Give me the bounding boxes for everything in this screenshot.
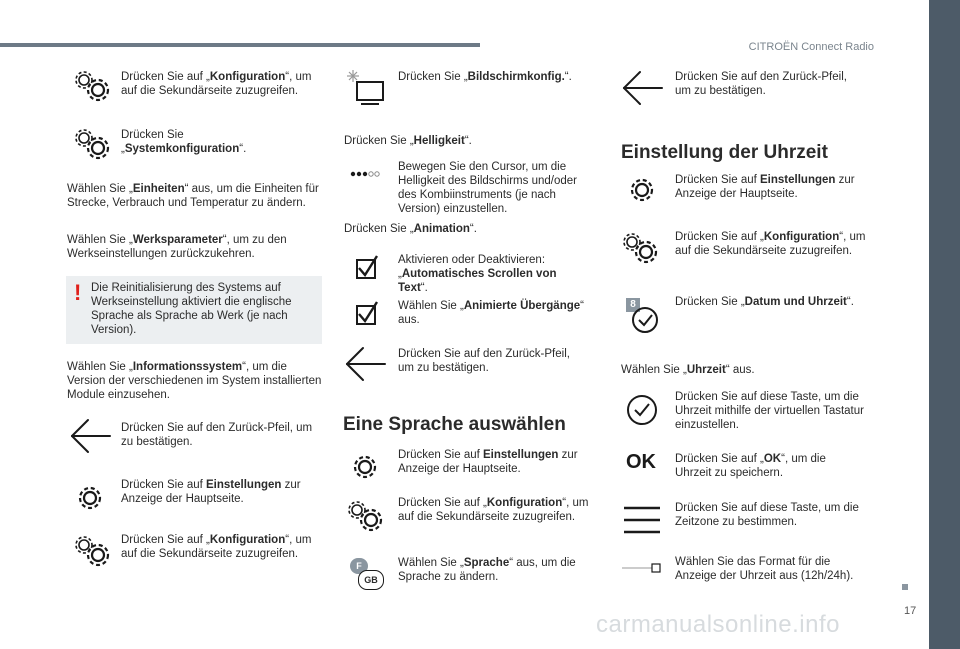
- col2-back-text: Drücken Sie auf den Zurück-Pfeil, um zu bestätigen.: [398, 348, 570, 374]
- col2-transitions-text: Wählen Sie „Animierte Übergänge“ aus.: [398, 300, 584, 326]
- header-brand: CITROËN Connect Radio: [748, 41, 874, 53]
- timezone-menu-icon: [620, 500, 666, 540]
- col2-config-text: Drücken Sie auf „Konfiguration“, um auf die Sekundärseite zuzugreifen.: [398, 497, 589, 523]
- col1-back-text: Drücken Sie auf den Zurück-Pfeil, um zu bestätigen.: [121, 422, 313, 448]
- col2-animation-label: Drücken Sie „Animation“.: [344, 223, 477, 235]
- page-number: 17: [904, 605, 917, 617]
- back-arrow-icon: [68, 418, 114, 458]
- watermark: carmanualsonline.info: [596, 611, 840, 638]
- col2-brightness-text: Bewegen Sie den Cursor, um die Helligkeit des Bildschirms und/oder des Kombiinstruments (je nach Version) einzustellen.: [398, 161, 577, 215]
- settings-gear-icon-3: [622, 170, 668, 210]
- language-heading: Eine Sprache auswählen: [343, 414, 566, 435]
- col3-time-label: Wählen Sie „Uhrzeit“ aus.: [621, 364, 755, 376]
- col3-keyboard-text: Drücken Sie auf diese Taste, um die Uhrzeit mithilfe der virtuellen Tastatur einzustellen.: [675, 391, 864, 431]
- language-flags-icon: [348, 558, 388, 592]
- checkbox-icon: [345, 252, 391, 292]
- time-heading: Einstellung der Uhrzeit: [621, 142, 828, 163]
- settings-gear-icon: [72, 478, 118, 518]
- right-sidebar-band: [929, 0, 960, 649]
- col3-format-text: Wählen Sie das Format für die Anzeige der Uhrzeit aus (12h/24h).: [675, 556, 854, 582]
- settings-gear-icon-2: [345, 447, 391, 487]
- flag-gb-label: GB: [358, 570, 384, 590]
- col3-timezone-text: Drücken Sie auf diese Taste, um die Zeitzone zu bestimmen.: [675, 502, 859, 528]
- warning-exclamation-icon: !: [74, 280, 82, 305]
- col1-config2-text: Drücken Sie auf „Konfiguration“, um auf die Sekundärseite zuzugreifen.: [121, 534, 312, 560]
- col3-datetime-text: Drücken Sie „Datum und Uhrzeit“.: [675, 296, 854, 308]
- flag-f-label: F: [350, 558, 368, 574]
- warning-box: [66, 276, 322, 344]
- col2-autoscroll-text: Aktivieren oder Deaktivieren: „Automatisches Scrollen von Text“.: [398, 254, 557, 294]
- col1-settings-text: Drücken Sie auf Einstellungen zur Anzeige der Hauptseite.: [121, 479, 301, 505]
- col1-info-text: Wählen Sie „Informationssystem“, um die Version der verschiedenen im System installierten Module einzusehen.: [67, 361, 322, 401]
- configuration-gears-icon-3: [345, 498, 391, 538]
- format-toggle-icon: [620, 552, 666, 592]
- back-arrow-icon-3: [620, 70, 666, 110]
- clock-icon: [624, 298, 664, 336]
- col2-display-text: Drücken Sie „Bildschirmkonfig.“.: [398, 71, 572, 83]
- clock-check-icon: [620, 390, 666, 430]
- date-time-icon: [624, 298, 664, 336]
- display-brightness-icon: [345, 68, 391, 108]
- col1-factory-text: Wählen Sie „Werksparameter“, um zu den Werkseinstellungen zurückzukehren.: [67, 234, 287, 260]
- back-arrow-icon-2: [343, 346, 389, 386]
- col1-units-text: Wählen Sie „Einheiten“ aus, um die Einheiten für Strecke, Verbrauch und Temperatur zu ändern.: [67, 183, 319, 209]
- calendar-badge: 8: [626, 298, 640, 312]
- configuration-gears-icon-4: [620, 230, 666, 270]
- col3-config-text: Drücken Sie auf „Konfiguration“, um auf die Sekundärseite zuzugreifen.: [675, 231, 866, 257]
- ok-icon: OK: [626, 451, 656, 473]
- col1-step1: Drücken Sie auf „Konfiguration“, um auf die Sekundärseite zuzugreifen.: [121, 71, 312, 97]
- configuration-gears-icon-2: [72, 533, 118, 573]
- header-rule: [0, 43, 480, 47]
- col2-language-text: Wählen Sie „Sprache“ aus, um die Sprache zu ändern.: [398, 557, 576, 583]
- system-configuration-gears-icon: [72, 126, 118, 166]
- col2-settings-text: Drücken Sie auf Einstellungen zur Anzeige der Hauptseite.: [398, 449, 578, 475]
- warning-text: Die Reinitialisierung des Systems auf Werkseinstellung aktiviert die englische Sprache als Sprache ab Werk (je nach Version).: [91, 282, 292, 336]
- brightness-slider-icon: [345, 160, 391, 200]
- col3-ok-text: Drücken Sie auf „OK“, um die Uhrzeit zu speichern.: [675, 453, 826, 479]
- page-marker: [902, 584, 908, 590]
- col2-brightness-label: Drücken Sie „Helligkeit“.: [344, 135, 472, 147]
- configuration-gears-icon: [72, 68, 118, 108]
- col3-back-text: Drücken Sie auf den Zurück-Pfeil, um zu bestätigen.: [675, 71, 847, 97]
- col1-step2: Drücken Sie „Systemkonfiguration“.: [121, 129, 247, 155]
- col3-settings-text: Drücken Sie auf Einstellungen zur Anzeige der Hauptseite.: [675, 174, 855, 200]
- checkbox-icon-2: [345, 298, 391, 338]
